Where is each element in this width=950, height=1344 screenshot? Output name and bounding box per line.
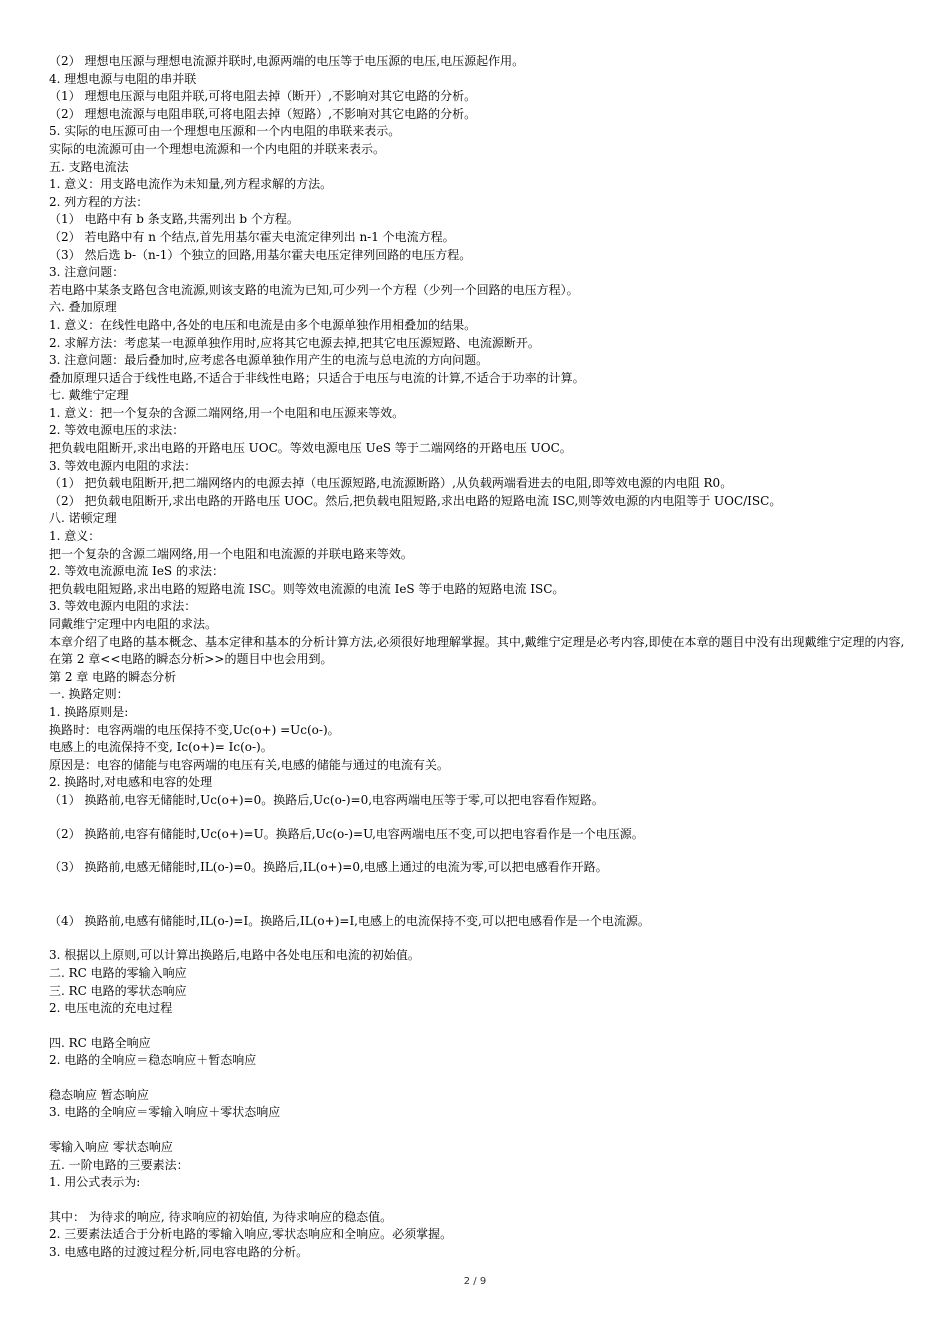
section-heading: 八. 诺顿定理 (49, 511, 117, 526)
text-line: 叠加原理只适合于线性电路,不适合于非线性电路；只适合于电压与电流的计算,不适合于功率的计算。 (49, 370, 585, 385)
text-line: 1. 意义：把一个复杂的含源二端网络,用一个电阻和电压源来等效。 (49, 405, 405, 420)
text-line: 2. 换路时,对电感和电容的处理 (49, 775, 213, 790)
text-line: 3. 电感电路的过渡过程分析,同电容电路的分析。 (49, 1245, 309, 1260)
page-number: 2 / 9 (463, 1276, 487, 1287)
text-line: （3） 然后选 b-（n-1）个独立的回路,用基尔霍夫电压定律列回路的电压方程。 (49, 247, 472, 262)
text-line: 若电路中某条支路包含电流源,则该支路的电流为已知,可少列一个方程（少列一个回路的电压方程）。 (49, 282, 579, 297)
text-line: 5. 实际的电压源可由一个理想电压源和一个内电阻的串联来表示。 (49, 124, 401, 139)
section-heading: 4. 理想电源与电阻的串并联 (49, 71, 197, 86)
text-line: 把一个复杂的含源二端网络,用一个电阻和电流源的并联电路来等效。 (49, 546, 413, 561)
section-heading: 七. 戴维宁定理 (49, 388, 129, 403)
text-line: 3. 注意问题：最后叠加时,应考虑各电源单独作用产生的电流与总电流的方向问题。 (49, 353, 489, 368)
text-line: 同戴维宁定理中内电阻的求法。 (49, 617, 218, 631)
section-heading: 六. 叠加原理 (49, 300, 117, 315)
text-line: （1） 电路中有 b 条支路,共需列出 b 个方程。 (49, 212, 299, 227)
text-line: 3. 根据以上原则,可以计算出换路后,电路中各处电压和电流的初始值。 (49, 948, 420, 963)
text-line: 2. 三要素法适合于分析电路的零输入响应,零状态响应和全响应。必须掌握。 (49, 1227, 453, 1242)
text-line: 1. 用公式表示为: (49, 1175, 141, 1190)
text-line: （2） 把负载电阻断开,求出电路的开路电压 UOC。然后,把负载电阻短路,求出电路的短路电流 ISC,则等效电源的内电阻等于 UOC/ISC。 (49, 493, 782, 508)
section-heading: 四. RC 电路全响应 (49, 1035, 151, 1050)
chapter-heading: 第 2 章 电路的瞬态分析 (49, 669, 177, 684)
text-line: 其中： 为待求的响应, 待求响应的初始值, 为待求响应的稳态值。 (49, 1209, 393, 1224)
text-line: （1） 理想电压源与电阻并联,可将电阻去掉（断开）,不影响对其它电路的分析。 (49, 89, 477, 104)
section-heading: 五. 支路电流法 (49, 159, 129, 174)
text-line: （4） 换路前,电感有储能时,IL(o-)=I。换路后,IL(o+)=I,电感上的电流保持不变,可以把电感看作是一个电流源。 (49, 913, 650, 928)
text-line: 2. 等效电源电压的求法： (49, 423, 185, 438)
text-line: 原因是：电容的储能与电容两端的电压有关,电感的储能与通过的电流有关。 (49, 757, 449, 772)
text-line: 3. 等效电源内电阻的求法： (49, 599, 197, 614)
text-line: 3. 电路的全响应＝零输入响应＋零状态响应 (49, 1105, 281, 1120)
text-line: 实际的电流源可由一个理想电流源和一个内电阻的并联来表示。 (49, 141, 386, 156)
text-line: （1） 把负载电阻断开,把二端网络内的电源去掉（电压源短路,电流源断路）,从负载两端看进去的电阻,即等效电源的内电阻 R0。 (49, 476, 733, 491)
text-line: （2） 理想电流源与电阻串联,可将电阻去掉（短路）,不影响对其它电路的分析。 (49, 106, 477, 121)
text-line: 1. 意义：用支路电流作为未知量,列方程求解的方法。 (49, 177, 333, 192)
text-line: （2） 理想电压源与理想电流源并联时,电源两端的电压等于电压源的电压,电压源起作用。 (49, 54, 525, 68)
text-line: 换路时：电容两端的电压保持不变,Uc(o+) =Uc(o-)。 (49, 722, 340, 737)
text-line: 1. 意义： (49, 529, 101, 544)
text-line: （3） 换路前,电感无储能时,IL(o-)=0。换路后,IL(o+)=0,电感上通过的电流为零,可以把电感看作开路。 (49, 860, 608, 875)
text-line: 2. 等效电流源电流 IeS 的求法： (49, 564, 224, 579)
text-line: 2. 电压电流的充电过程 (49, 1001, 173, 1016)
text-line: （2） 若电路中有 n 个结点,首先用基尔霍夫电流定律列出 n-1 个电流方程。 (49, 229, 455, 244)
text-line: 电感上的电流保持不变, Ic(o+)= Ic(o-)。 (49, 740, 273, 755)
section-heading: 三. RC 电路的零状态响应 (49, 983, 187, 998)
text-line: 1. 意义：在线性电路中,各处的电压和电流是由多个电源单独作用相叠加的结果。 (49, 317, 477, 332)
text-line: 3. 注意问题： (49, 265, 125, 280)
text-line: 把负载电阻断开,求出电路的开路电压 UOC。等效电源电压 UeS 等于二端网络的开路电压 UOC。 (49, 441, 572, 456)
text-line: 2. 求解方法：考虑某一电源单独作用时,应将其它电源去掉,把其它电压源短路、电流源断开。 (49, 335, 540, 350)
text-line: 2. 列方程的方法： (49, 194, 149, 209)
text-line: （2） 换路前,电容有储能时,Uc(o+)=U。换路后,Uc(o-)=U,电容两端电压不变,可以把电容看作是一个电压源。 (49, 826, 644, 841)
section-heading: 一. 换路定则： (49, 687, 129, 702)
formula-label: 零输入响应 零状态响应 (49, 1140, 173, 1155)
formula-label: 稳态响应 暂态响应 (49, 1087, 149, 1102)
text-line: 把负载电阻短路,求出电路的短路电流 ISC。则等效电流源的电流 IeS 等于电路的短路电流 ISC。 (49, 581, 565, 596)
text-line: 3. 等效电源内电阻的求法： (49, 458, 197, 473)
section-heading: 二. RC 电路的零输入响应 (49, 965, 187, 980)
text-line: 1. 换路原则是: (49, 704, 129, 719)
document-body (49, 53, 909, 1262)
section-heading: 五. 一阶电路的三要素法： (49, 1157, 189, 1172)
text-line: 2. 电路的全响应＝稳态响应＋暂态响应 (49, 1053, 257, 1068)
text-line: （1） 换路前,电容无储能时,Uc(o+)=0。换路后,Uc(o-)=0,电容两端电压等于零,可以把电容看作短路。 (49, 792, 604, 807)
chapter-summary: 本章介绍了电路的基本概念、基本定律和基本的分析计算方法,必须很好地理解掌握。其中,戴维宁定理是必考内容,即使在本章的题目中没有出现戴维宁定理的内容,在第 2 章<<电路的瞬态分析>>的题目中也会用到。 (49, 634, 905, 667)
